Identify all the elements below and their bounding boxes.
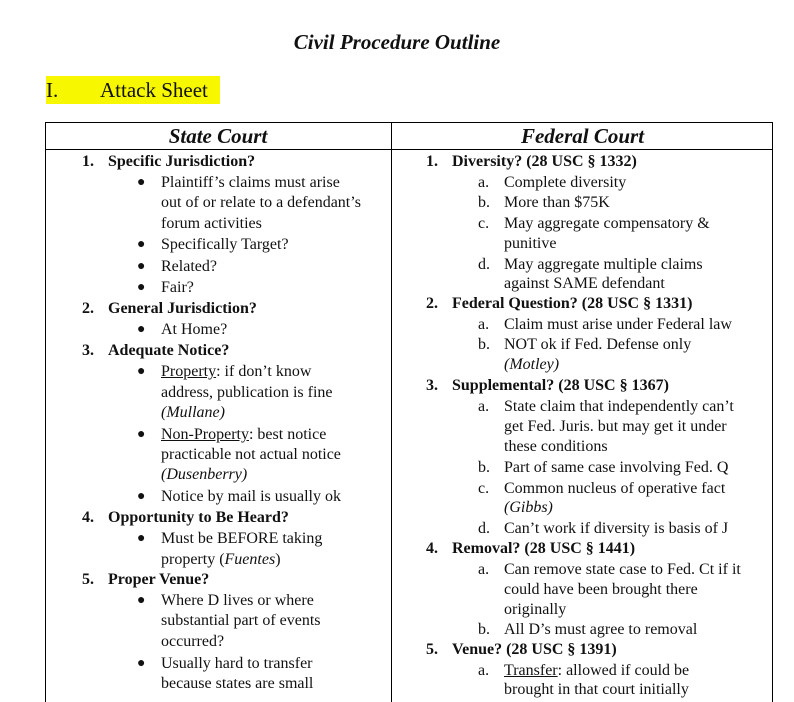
underlined-term: Transfer [504,662,558,679]
list-text-part: ) [275,551,281,568]
list-item-title: General Jurisdiction? [108,300,257,317]
case-citation: (Gibbs) [504,499,553,516]
list-text: Complete diversity [504,174,627,191]
sub-letter: c. [478,215,490,232]
list-text: out of or relate to a defendant’s [161,194,361,211]
list-text [504,661,689,681]
list-number: 5. [426,641,438,658]
table-column-divider [391,122,392,702]
list-number: 4. [82,509,94,526]
case-citation: (Mullane) [161,404,225,421]
bullet-icon: ● [137,322,146,337]
list-text: At Home? [161,321,228,338]
list-text: Part of same case involving Fed. Q [504,459,729,476]
list-text: May aggregate multiple claims [504,256,703,273]
sub-letter: d. [478,520,490,537]
list-item-title: Venue? (28 USC § 1391) [452,641,617,658]
section-heading [46,76,220,104]
list-text: Can remove state case to Fed. Ct if it [504,561,741,578]
sub-letter: a. [478,398,490,415]
underlined-term: Property [161,363,217,380]
list-text: Related? [161,258,217,275]
list-text: address, publication is fine [161,384,333,401]
section-number: I. [46,78,59,102]
list-number: 2. [82,300,94,317]
list-item-title: Specific Jurisdiction? [108,153,256,170]
list-text: Plaintiff’s claims must arise [161,174,340,191]
list-text: Where D lives or where [161,592,314,609]
list-text: substantial part of events [161,612,321,629]
list-text: Notice by mail is usually ok [161,488,341,505]
bullet-icon: ● [137,364,146,379]
list-text: occurred? [161,633,225,650]
bullet-icon: ● [137,259,146,274]
list-number: 2. [426,295,438,312]
case-citation: (Motley) [504,356,560,373]
list-number: 5. [82,571,94,588]
list-item-title: Removal? (28 USC § 1441) [452,540,636,557]
sub-letter: b. [478,459,490,476]
list-number: 3. [82,342,94,359]
sub-letter: a. [478,316,490,333]
sub-letter: a. [478,662,490,679]
list-text-rest: : if don’t know [216,363,312,380]
sub-letter: a. [478,174,490,191]
list-text-part: property ( [161,551,225,568]
list-text: State claim that independently can’t [504,398,734,415]
sub-letter: b. [478,194,490,211]
case-citation: Fuentes [224,551,276,568]
list-text: brought in that court initially [504,681,689,698]
list-text: Fair? [161,279,194,296]
list-text: More than $75K [504,194,610,211]
bullet-icon: ● [137,593,146,608]
bullet-icon: ● [137,427,146,442]
sub-letter: b. [478,621,490,638]
list-text [161,362,311,382]
list-number: 4. [426,540,438,557]
bullet-icon: ● [137,489,146,504]
bullet-icon: ● [137,280,146,295]
bullet-icon: ● [137,531,146,546]
bullet-icon: ● [137,656,146,671]
bullet-icon: ● [137,237,146,252]
state-court-header: State Court [168,124,268,148]
federal-court-header: Federal Court [520,124,645,148]
list-item-title: Opportunity to Be Heard? [108,509,289,526]
sub-letter: c. [478,480,490,497]
underlined-term: Non-Property [161,426,249,443]
list-text: punitive [504,235,557,252]
list-number: 3. [426,377,438,394]
list-text [161,550,281,570]
list-text: NOT ok if Fed. Defense only [504,336,692,353]
list-text-rest: : allowed if could be [557,662,690,679]
list-text: Common nucleus of operative fact [504,480,726,497]
list-text: these conditions [504,438,608,455]
list-item-title: Supplemental? (28 USC § 1367) [452,377,669,394]
document-title: Civil Procedure Outline [293,30,501,54]
list-text: get Fed. Juris. but may get it under [504,418,727,435]
list-text: because states are small [161,675,314,692]
list-text: could have been brought there [504,581,698,598]
section-label: Attack Sheet [100,78,208,102]
list-text: May aggregate compensatory & [504,215,710,232]
sub-letter: d. [478,256,490,273]
list-text: Specifically Target? [161,236,289,253]
list-text: Claim must arise under Federal law [504,316,732,333]
list-item-title: Diversity? (28 USC § 1332) [452,153,637,170]
list-text: forum activities [161,215,262,232]
list-item-title: Adequate Notice? [108,342,230,359]
sub-letter: a. [478,561,490,578]
list-number: 1. [82,153,94,170]
list-text [161,425,326,445]
list-text: Must be BEFORE taking [161,530,323,547]
bullet-icon: ● [137,175,146,190]
list-text: originally [504,601,567,618]
list-text: Can’t work if diversity is basis of J [504,520,729,537]
case-citation: (Dusenberry) [161,466,248,483]
list-item-title: Federal Question? (28 USC § 1331) [452,295,693,312]
list-text: All D’s must agree to removal [504,621,698,638]
list-text: Usually hard to transfer [161,655,313,672]
list-item-title: Proper Venue? [108,571,210,588]
list-text: practicable not actual notice [161,446,341,463]
sub-letter: b. [478,336,490,353]
table-header-divider [45,149,773,150]
list-number: 1. [426,153,438,170]
list-text: against SAME defendant [504,275,665,292]
list-text-rest: : best notice [248,426,327,443]
